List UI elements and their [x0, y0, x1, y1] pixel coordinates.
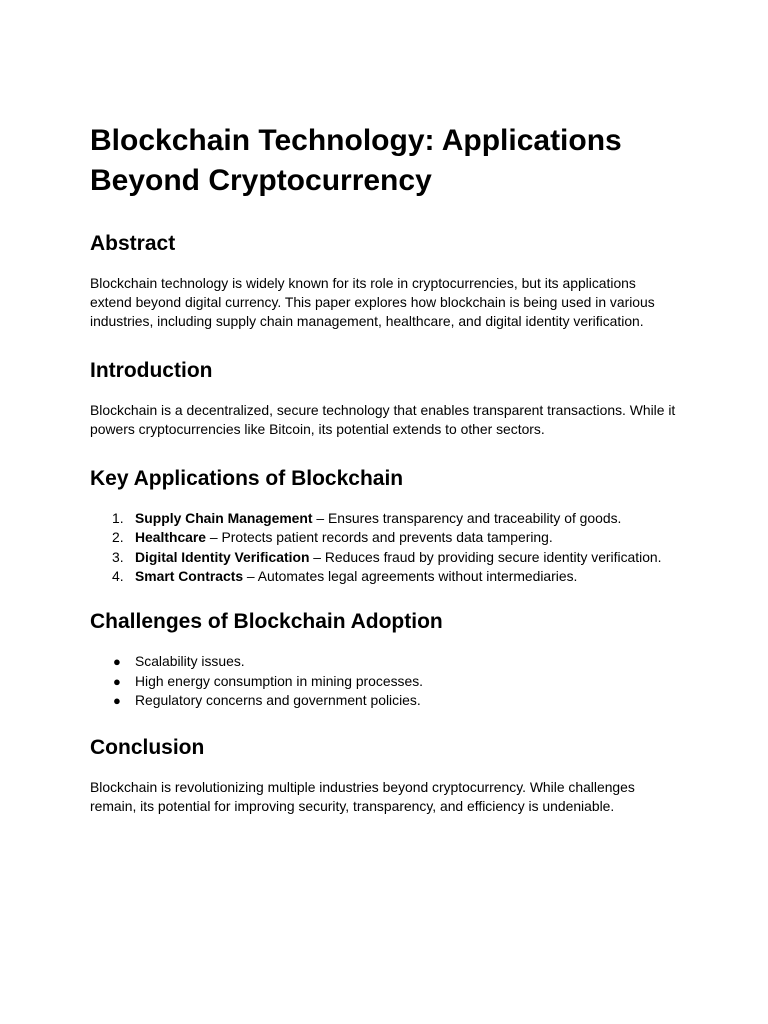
bullet-icon: ●	[113, 654, 121, 670]
abstract-paragraph: Blockchain technology is widely known for its role in cryptocurrencies, but its applications extend beyond digital currency. This paper explores how blockchain is being used in various industries, including supply chain management, healthcare, and digital identity verification.	[90, 275, 655, 329]
list-item-term: Smart Contracts	[135, 567, 244, 584]
introduction-heading: Introduction	[90, 359, 213, 382]
document-title: Blockchain Technology: Applications Beyond Cryptocurrency	[90, 124, 622, 197]
list-item	[90, 652, 678, 671]
list-item-term: Supply Chain Management	[135, 510, 313, 526]
list-item-description: – Automates legal agreements without intermediaries.	[243, 567, 578, 584]
list-item	[90, 528, 678, 547]
list-item-description: – Reduces fraud by providing secure identity verification.	[309, 548, 662, 565]
list-item	[90, 548, 678, 567]
list-item	[90, 509, 678, 528]
challenges-heading: Challenges of Blockchain Adoption	[90, 610, 443, 634]
list-number: 1.	[112, 510, 124, 526]
list-item-text: High energy consumption in mining processes.	[135, 672, 423, 689]
list-item	[90, 567, 678, 586]
applications-list	[90, 509, 678, 586]
list-item	[90, 672, 678, 691]
bullet-icon: ●	[113, 673, 121, 689]
bullet-icon: ●	[113, 692, 121, 708]
list-item-text: Regulatory concerns and government policies.	[135, 691, 421, 708]
list-item	[90, 691, 678, 710]
applications-heading: Key Applications of Blockchain	[90, 467, 404, 490]
abstract-heading: Abstract	[90, 232, 176, 255]
list-item-description: – Ensures transparency and traceability of goods.	[312, 510, 622, 526]
list-number: 3.	[112, 548, 124, 565]
list-item-text: Scalability issues.	[135, 653, 245, 670]
challenges-list	[90, 652, 678, 710]
list-item-description: – Protects patient records and prevents data tampering.	[206, 529, 553, 546]
conclusion-paragraph: Blockchain is revolutionizing multiple industries beyond cryptocurrency. While challenges remain, its potential for improving security, transparency, and efficiency is undeniable.	[90, 779, 635, 815]
list-item-term: Digital Identity Verification	[135, 548, 310, 565]
list-number: 4.	[112, 567, 124, 584]
list-item-term: Healthcare	[135, 529, 207, 546]
conclusion-heading: Conclusion	[90, 736, 205, 760]
list-number: 2.	[112, 529, 124, 546]
introduction-paragraph: Blockchain is a decentralized, secure technology that enables transparent transactions. While it powers cryptocurrencies like Bitcoin, its potential extends to other sectors.	[90, 402, 676, 437]
